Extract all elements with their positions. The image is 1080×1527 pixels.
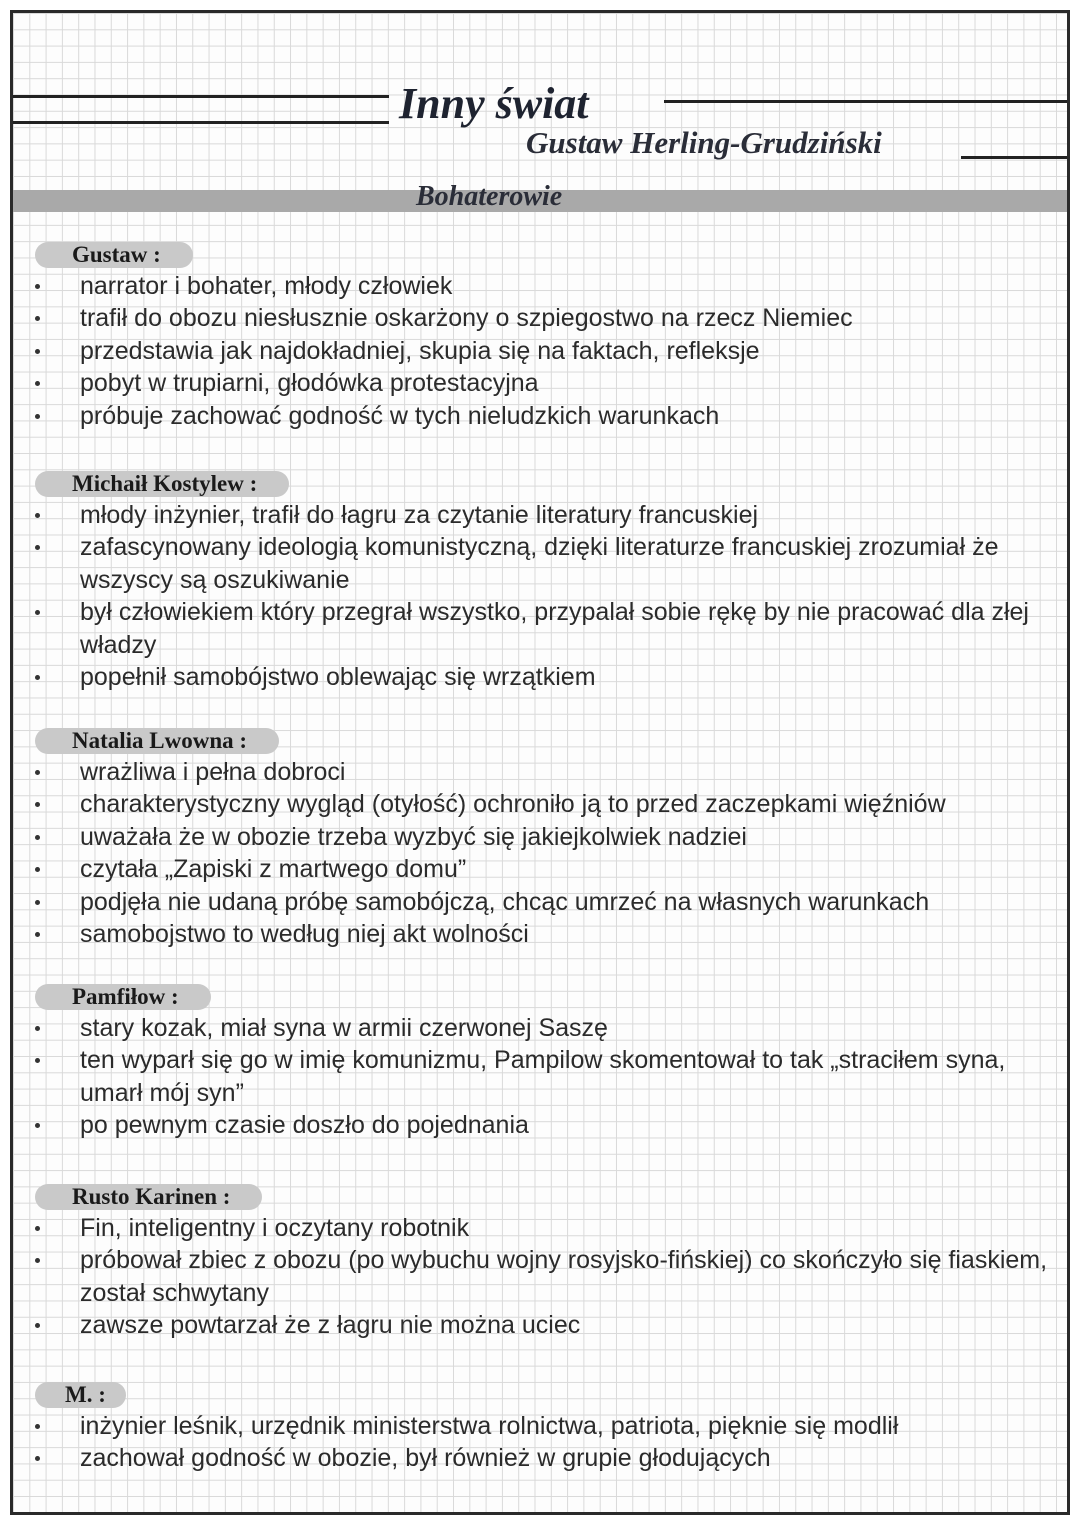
character-name: Rusto Karinen : [35, 1184, 262, 1210]
list-item: zafascynowany ideologią komunistyczną, dzięki literaturze francuskiej zrozumiał że wszyscy są oszukiwanie [13, 531, 1070, 596]
list-item: czytała „Zapiski z martwego domu” [13, 853, 1070, 885]
list-item: narrator i bohater, młody człowiek [13, 270, 1070, 302]
character-name: Gustaw : [35, 242, 193, 268]
page-title: Inny świat [399, 79, 589, 128]
list-item: wrażliwa i pełna dobroci [13, 756, 1070, 788]
list-item: zawsze powtarzał że z łagru nie można uciec [13, 1309, 1070, 1341]
character-kostylew [13, 471, 1070, 693]
header-rule-left-top [13, 95, 389, 98]
character-points [13, 270, 1070, 432]
list-item: po pewnym czasie doszło do pojednania [13, 1109, 1070, 1141]
list-item: młody inżynier, trafił do łagru za czytanie literatury francuskiej [13, 499, 1070, 531]
character-m [13, 1382, 1070, 1475]
author-name: Gustaw Herling-Grudziński [526, 125, 882, 160]
header-rule-right-top [664, 100, 1070, 103]
list-item: pobyt w trupiarni, głodówka protestacyjna [13, 367, 1070, 399]
list-item: przedstawia jak najdokładniej, skupia się na faktach, refleksje [13, 335, 1070, 367]
character-name: M. : [35, 1382, 126, 1408]
list-item: zachował godność w obozie, był również w grupie głodujących [13, 1442, 1070, 1474]
character-pamfilow [13, 984, 1070, 1142]
character-karinen [13, 1184, 1070, 1342]
list-item: stary kozak, miał syna w armii czerwonej Saszę [13, 1012, 1070, 1044]
character-lwowna [13, 728, 1070, 950]
list-item: charakterystyczny wygląd (otyłość) ochroniło ją to przed zaczepkami więźniów [13, 788, 1070, 820]
list-item: Fin, inteligentny i oczytany robotnik [13, 1212, 1070, 1244]
header-rule-left-bottom [13, 121, 389, 124]
character-points [13, 756, 1070, 950]
header-rule-right-bottom [961, 156, 1070, 159]
list-item: trafił do obozu niesłusznie oskarżony o szpiegostwo na rzecz Niemiec [13, 302, 1070, 334]
list-item: próbował zbiec z obozu (po wybuchu wojny rosyjsko-fińskiej) co skończyło się fiaskiem, został schwytany [13, 1244, 1070, 1309]
character-points [13, 1012, 1070, 1142]
list-item: podjęła nie udaną próbę samobójczą, chcąc umrzeć na własnych warunkach [13, 886, 1070, 918]
character-name: Pamfiłow : [35, 984, 211, 1010]
list-item: inżynier leśnik, urzędnik ministerstwa rolnictwa, patriota, pięknie się modlił [13, 1410, 1070, 1442]
notebook-page [10, 10, 1070, 1515]
character-name: Michaił Kostylew : [35, 471, 289, 497]
list-item: popełnił samobójstwo oblewając się wrzątkiem [13, 661, 1070, 693]
character-points [13, 499, 1070, 693]
character-points [13, 1212, 1070, 1342]
list-item: próbuje zachować godność w tych nieludzkich warunkach [13, 400, 1070, 432]
list-item: ten wyparł się go w imię komunizmu, Pampilow skomentował to tak „straciłem syna, umarł mój syn” [13, 1044, 1070, 1109]
list-item: uważała że w obozie trzeba wyzbyć się jakiejkolwiek nadziei [13, 821, 1070, 853]
section-title: Bohaterowie [416, 181, 563, 212]
list-item: był człowiekiem który przegrał wszystko, przypalał sobie rękę by nie pracować dla złej władzy [13, 596, 1070, 661]
character-points [13, 1410, 1070, 1475]
character-name: Natalia Lwowna : [35, 728, 279, 754]
character-gustaw [13, 242, 1070, 432]
list-item: samobojstwo to według niej akt wolności [13, 918, 1070, 950]
